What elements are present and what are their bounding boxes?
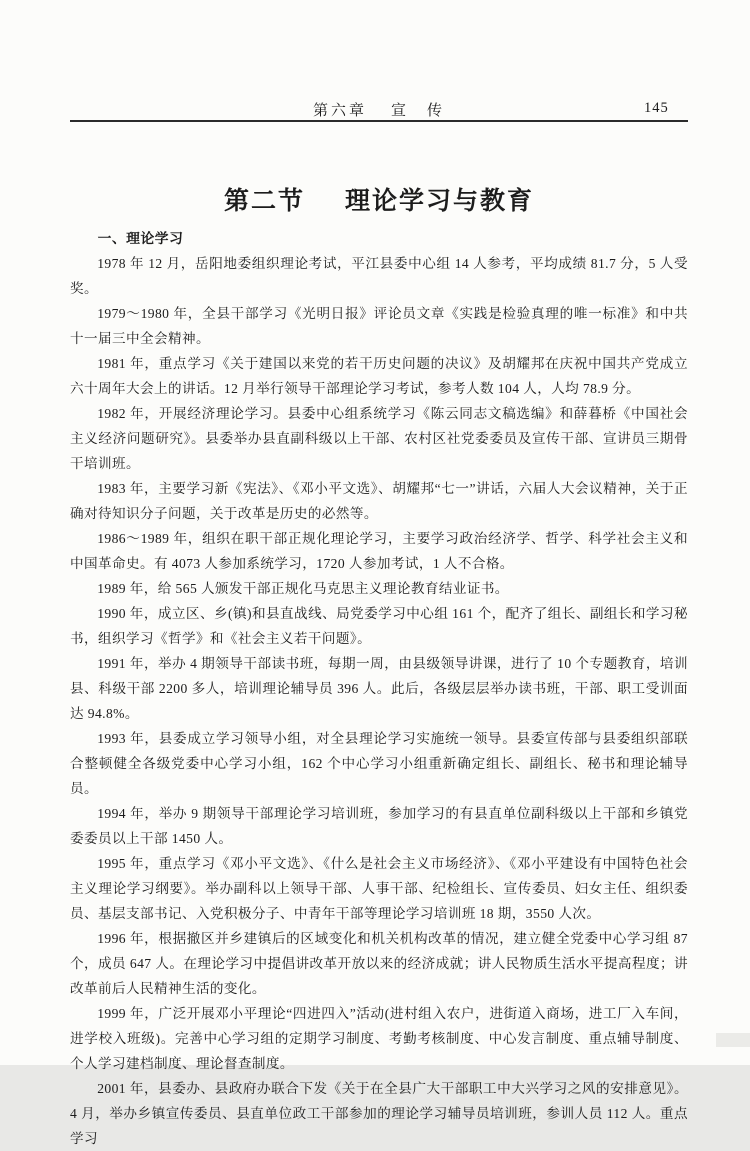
paragraph: 1989 年，给 565 人颁发干部正规化马克思主义理论教育结业证书。 [97,581,509,596]
section-title [70,181,688,217]
paragraph: 2001 年，县委办、县政府办联合下发《关于在全县广大干部职工中大兴学习之风的安排意见》。4 月，举办乡镇宣传委员、县直单位政工干部参加的理论学习辅导员培训班，参训人员 112 人。重点学习 [70,1081,688,1146]
scan-artifact [716,1033,750,1047]
paragraph: 1990 年，成立区、乡(镇)和县直战线、局党委学习中心组 161 个，配齐了组长、副组长和学习秘书，组织学习《哲学》和《社会主义若干问题》。 [70,606,688,646]
paragraph: 1991 年，举办 4 期领导干部读书班，每期一周，由县级领导讲课，进行了 10 个专题教育，培训县、科级干部 2200 多人，培训理论辅导员 396 人。此后，各级层层举办读书班，干部、职工受训面达 94.8%。 [70,656,688,721]
paragraph: 1993 年，县委成立学习领导小组，对全县理论学习实施统一领导。县委宣传部与县委组织部联合整顿健全各级党委中心学习小组，162 个中心学习小组重新确定组长、副组长、秘书和理论辅导员。 [70,731,688,796]
paragraph: 1981 年，重点学习《关于建国以来党的若干历史问题的决议》及胡耀邦在庆祝中国共产党成立六十周年大会上的讲话。12 月举行领导干部理论学习考试，参考人数 104 人，人均 78.9 分。 [70,356,688,396]
paragraph: 1983 年，主要学习新《宪法》、《邓小平文选》、胡耀邦“七一”讲话，六届人大会议精神，关于正确对待知识分子问题，关于改革是历史的必然等。 [70,481,688,521]
page-number: 145 [644,100,669,116]
section-title-text: 理论学习与教育 [345,186,535,215]
header-rule [70,120,688,122]
paragraph: 1995 年，重点学习《邓小平文选》、《什么是社会主义市场经济》、《邓小平建设有中国特色社会主义理论学习纲要》。举办副科以上领导干部、人事干部、纪检组长、宣传委员、妇女主任、组织委员、基层支部书记、入党积极分子、中青年干部等理论学习培训班 18 期，3550 人次。 [70,856,688,921]
paragraph: 1999 年，广泛开展邓小平理论“四进四入”活动(进村组入农户，进街道入商场，进工厂入车间，进学校入班级)。完善中心学习组的定期学习制度、考勤考核制度、中心发言制度、重点辅导制度、个人学习建档制度、理论督查制度。 [70,1006,688,1071]
paragraph: 1986～1989 年，组织在职干部正规化理论学习，主要学习政治经济学、哲学、科学社会主义和中国革命史。有 4073 人参加系统学习，1720 人参加考试，1 人不合格。 [70,531,688,571]
paragraph-list [70,251,688,1151]
paragraph: 1978 年 12 月，岳阳地委组织理论考试，平江县委中心组 14 人参考，平均成绩 81.7 分，5 人受奖。 [70,256,688,296]
paragraph: 1982 年，开展经济理论学习。县委中心组系统学习《陈云同志文稿选编》和薛暮桥《中国社会主义经济问题研究》。县委举办县直副科级以上干部、农村区社党委委员及宣传干部、宣讲员三期骨干培训班。 [70,406,688,471]
body-text [70,226,688,1151]
running-head-chapter-number: 第六章 [312,103,367,119]
subsection-heading: 一、理论学习 [97,231,184,246]
paragraph: 1996 年，根据撤区并乡建镇后的区域变化和机关机构改革的情况，建立健全党委中心学习组 87 个，成员 647 人。在理论学习中提倡讲改革开放以来的经济成就；讲人民物质生活水平提高程度；讲改革前后人民精神生活的变化。 [70,931,688,996]
section-number: 第二节 [223,186,305,215]
running-head [70,99,688,120]
paragraph: 1994 年，举办 9 期领导干部理论学习培训班，参加学习的有县直单位副科级以上干部和乡镇党委委员以上干部 1450 人。 [70,806,688,846]
running-head-chapter-name: 宣 传 [391,103,446,119]
paragraph: 1979～1980 年，全县干部学习《光明日报》评论员文章《实践是检验真理的唯一标准》和中共十一届三中全会精神。 [70,306,688,346]
